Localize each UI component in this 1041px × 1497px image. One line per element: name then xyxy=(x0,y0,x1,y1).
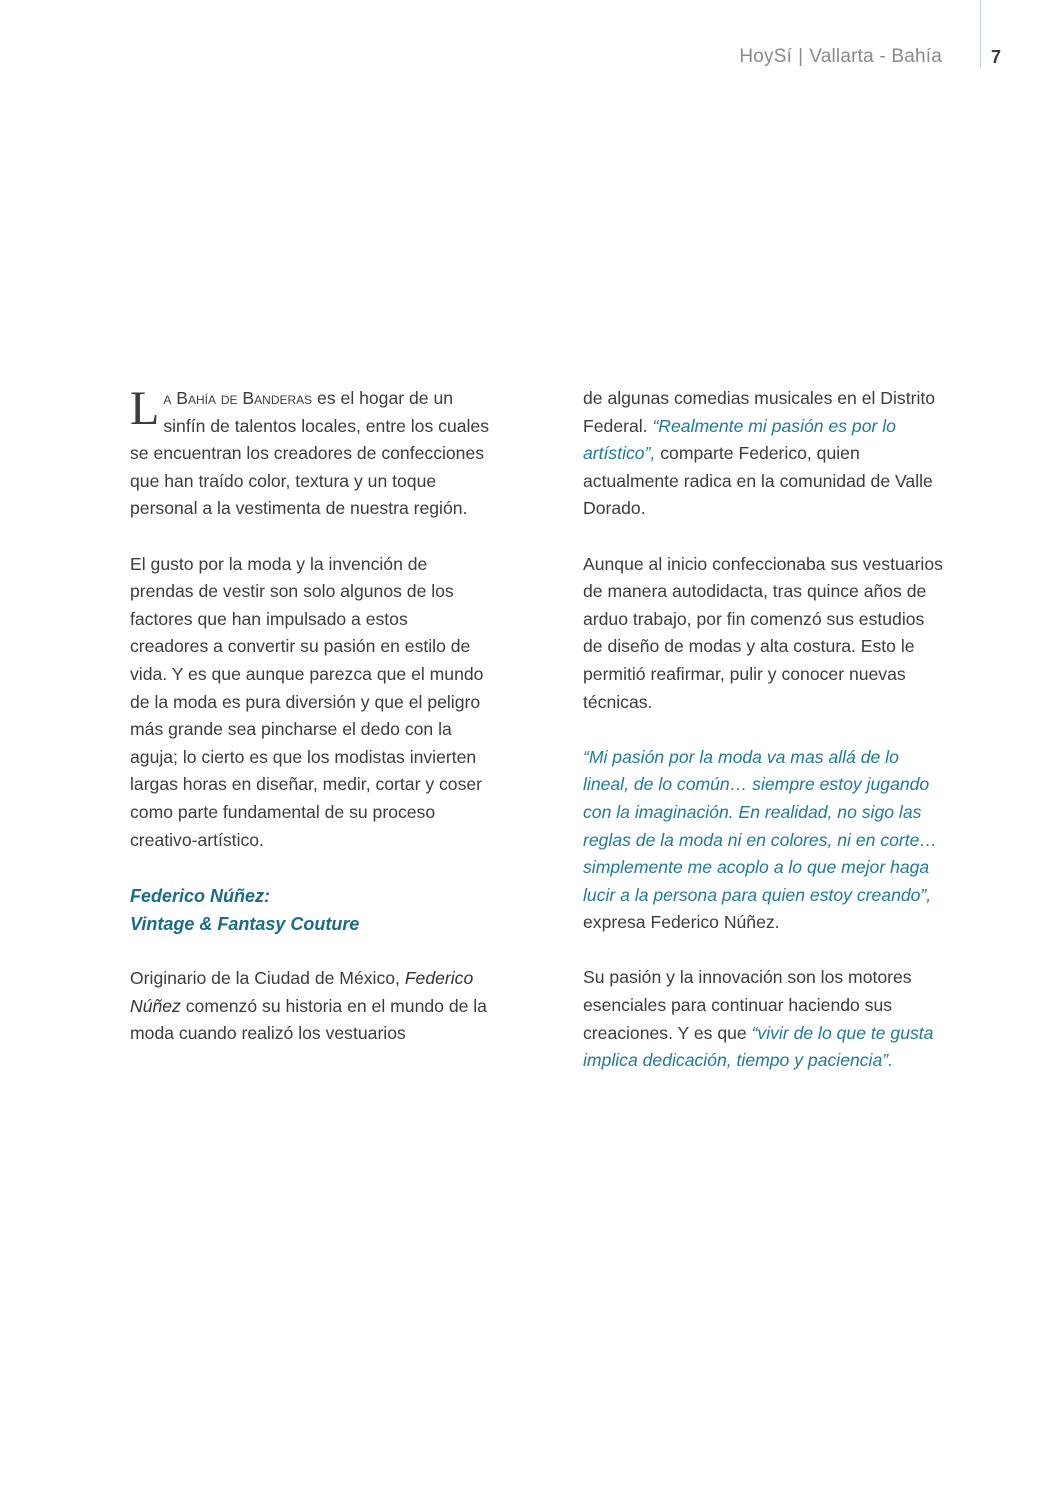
designer-name: Federico Núñez xyxy=(130,968,474,1016)
paragraph-3-continued xyxy=(583,385,943,523)
page-number: 7 xyxy=(991,47,1002,67)
paragraph-3-start xyxy=(130,965,490,1048)
paragraph-6 xyxy=(583,964,943,1074)
drop-cap: L xyxy=(130,382,160,435)
intro-smallcaps: a Bahía de Banderas xyxy=(163,388,313,408)
article-column-left xyxy=(130,382,490,1076)
paragraph-3-after: comenzó su historia en el mundo de la moda cuando realizó los vestuarios xyxy=(130,995,487,1044)
running-header xyxy=(739,46,942,68)
paragraph-3-tail: comparte Federico, quien actualmente radica en la comunidad de Valle Dorado. xyxy=(583,443,933,519)
intro-paragraph xyxy=(130,382,490,523)
intro-text: es el hogar de un sinfín de talentos locales, entre los cuales se encuentran los creadores de confecciones que han traído color, textura y un toque personal a la vestimenta de nuestra región. xyxy=(130,388,490,519)
paragraph-3-cont-text: de algunas comedias musicales en el Distrito Federal. xyxy=(583,388,936,436)
paragraph-2: El gusto por la moda y la invención de prendas de vestir son solo algunos de los factores que han impulsado a estos creadores a convertir su pasión en estilo de vida. Y es que aunque parezca que el mundo de la moda es pura diversión y que el peligro más grande sea pincharse el dedo con la aguja; lo cierto es que los modistas invierten largas horas en diseñar, medir, cortar y coser como parte fundamental de su proceso creativo-artístico. xyxy=(130,553,484,850)
section-name: Vallarta - Bahía xyxy=(809,46,942,67)
paragraph-3-before: Originario de la Ciudad de México, xyxy=(130,968,405,989)
header-separator: | xyxy=(798,46,804,67)
paragraph-5-quote: “Mi pasión por la moda va mas allá de lo lineal, de lo común… siempre estoy jugando con la imaginación. En realidad, no sigo las reglas de la moda ni en colores, ni en corte… simplemente me acoplo a lo que mejor haga lucir a la persona para quien estoy creando”, xyxy=(583,746,938,905)
paragraph-5 xyxy=(583,744,943,937)
paragraph-6-before: Su pasión y la innovación son los motores esenciales para continuar haciendo sus creaciones. Y es que xyxy=(583,967,912,1043)
paragraph-3-quote: “Realmente mi pasión es por lo artístico”, xyxy=(583,415,896,464)
paragraph-5-tail: expresa Federico Núñez. xyxy=(583,912,780,933)
subheading xyxy=(130,882,490,938)
paragraph-6-quote: “vivir de lo que te gusta implica dedicación, tiempo y paciencia”. xyxy=(583,1022,934,1071)
article-column-right xyxy=(583,385,943,1102)
subheading-line-2: Vintage & Fantasy Couture xyxy=(130,913,360,934)
publication-name: HoySí xyxy=(739,46,793,67)
page-number-rule xyxy=(980,0,981,68)
subheading-line-1: Federico Núñez: xyxy=(130,885,271,906)
paragraph-4: Aunque al inicio confeccionaba sus vestuarios de manera autodidacta, tras quince años de arduo trabajo, por fin comenzó sus estudios de diseño de modas y alta costura. Esto le permitió reafirmar, pulir y conocer nuevas técnicas. xyxy=(583,553,943,712)
